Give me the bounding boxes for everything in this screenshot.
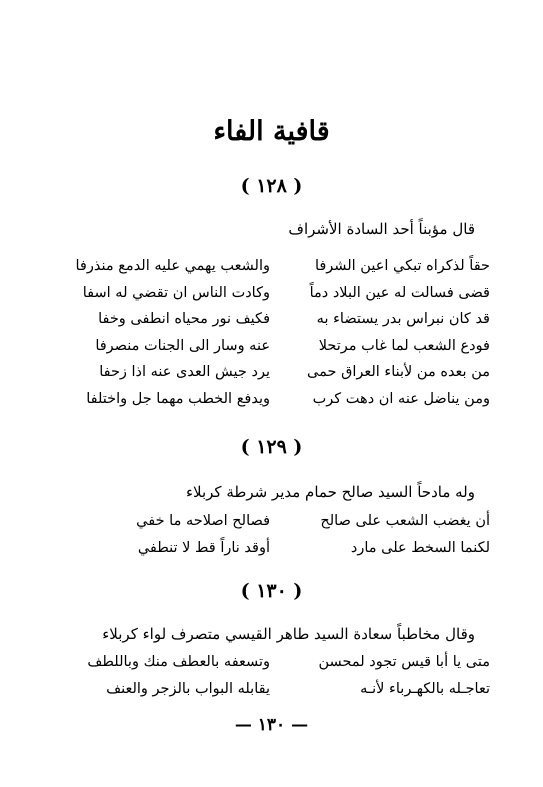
verse-line (70, 360, 490, 387)
verse-line (70, 677, 490, 704)
first-hemistich: حقاً لذكراه تبكي اعين الشرفا (314, 258, 490, 274)
poem-verses (70, 254, 490, 413)
poem-intro: وله مادحاً السيد صالح حمام مدير شرطة كربلاء (185, 483, 475, 501)
poem-verses (70, 650, 490, 703)
verse-line (70, 387, 490, 414)
poem-intro: وقال مخاطباً سعادة السيد طاهر القيسي متصرف لواء كربلاء (102, 625, 475, 643)
first-hemistich: لكنما السخط على مارد (350, 539, 490, 556)
verse-line (70, 281, 490, 308)
first-hemistich: متى يا أبا قيس تجود لمحسن (318, 654, 490, 670)
chapter-title: قافية الفاء (213, 116, 330, 147)
verse-line (70, 509, 490, 536)
page-number: — ١٣٠ — (234, 715, 309, 735)
second-hemistich: ويدفع الخطب مهما جل واختلفا (86, 390, 270, 407)
poem-intro: قال مؤبناً أحد السادة الأشراف (288, 220, 475, 238)
poem-number: ( ١٣٠ ) (240, 580, 303, 602)
verse-line (70, 536, 490, 563)
second-hemistich: يرد جيش العدى عنه اذا زحفا (99, 364, 270, 380)
first-hemistich: قضى فسالت له عين البلاد دماً (309, 284, 490, 301)
verse-line (70, 307, 490, 334)
verse-line (70, 254, 490, 281)
first-hemistich: أن يغضب الشعب على صالح (320, 513, 490, 529)
second-hemistich: فصالح اصلاحه ما خفي (136, 513, 270, 529)
second-hemistich: عنه وسار الى الجنات منصرفا (95, 337, 270, 354)
second-hemistich: وكادت الناس ان تقضي له اسفا (82, 284, 270, 301)
poem-number: ( ١٢٨ ) (240, 175, 303, 197)
second-hemistich: يقابله البواب بالزجر والعنف (106, 680, 270, 697)
first-hemistich: من بعده من لأبناء العراق حمى (307, 364, 490, 380)
second-hemistich: والشعب يهمي عليه الدمع منذرفا (75, 258, 270, 274)
poem-number: ( ١٢٩ ) (240, 436, 303, 458)
first-hemistich: قد كان نبراس بدر يستضاء به (316, 311, 490, 327)
second-hemistich: وتسعفه بالعطف منك وباللطف (87, 654, 270, 670)
first-hemistich: فودع الشعب لما غاب مرتحلا (318, 337, 490, 354)
second-hemistich: فكيف نور محياه انطفى وخفا (98, 311, 270, 327)
first-hemistich: ومن يناضل عنه ان دهت كرب (312, 390, 490, 407)
poem-verses (70, 509, 490, 562)
verse-line (70, 650, 490, 677)
first-hemistich: تعاجـله بالكهـرباء لأنـه (360, 680, 490, 697)
second-hemistich: أوقد ناراً قط لا تنطفي (137, 539, 270, 556)
verse-line (70, 334, 490, 361)
